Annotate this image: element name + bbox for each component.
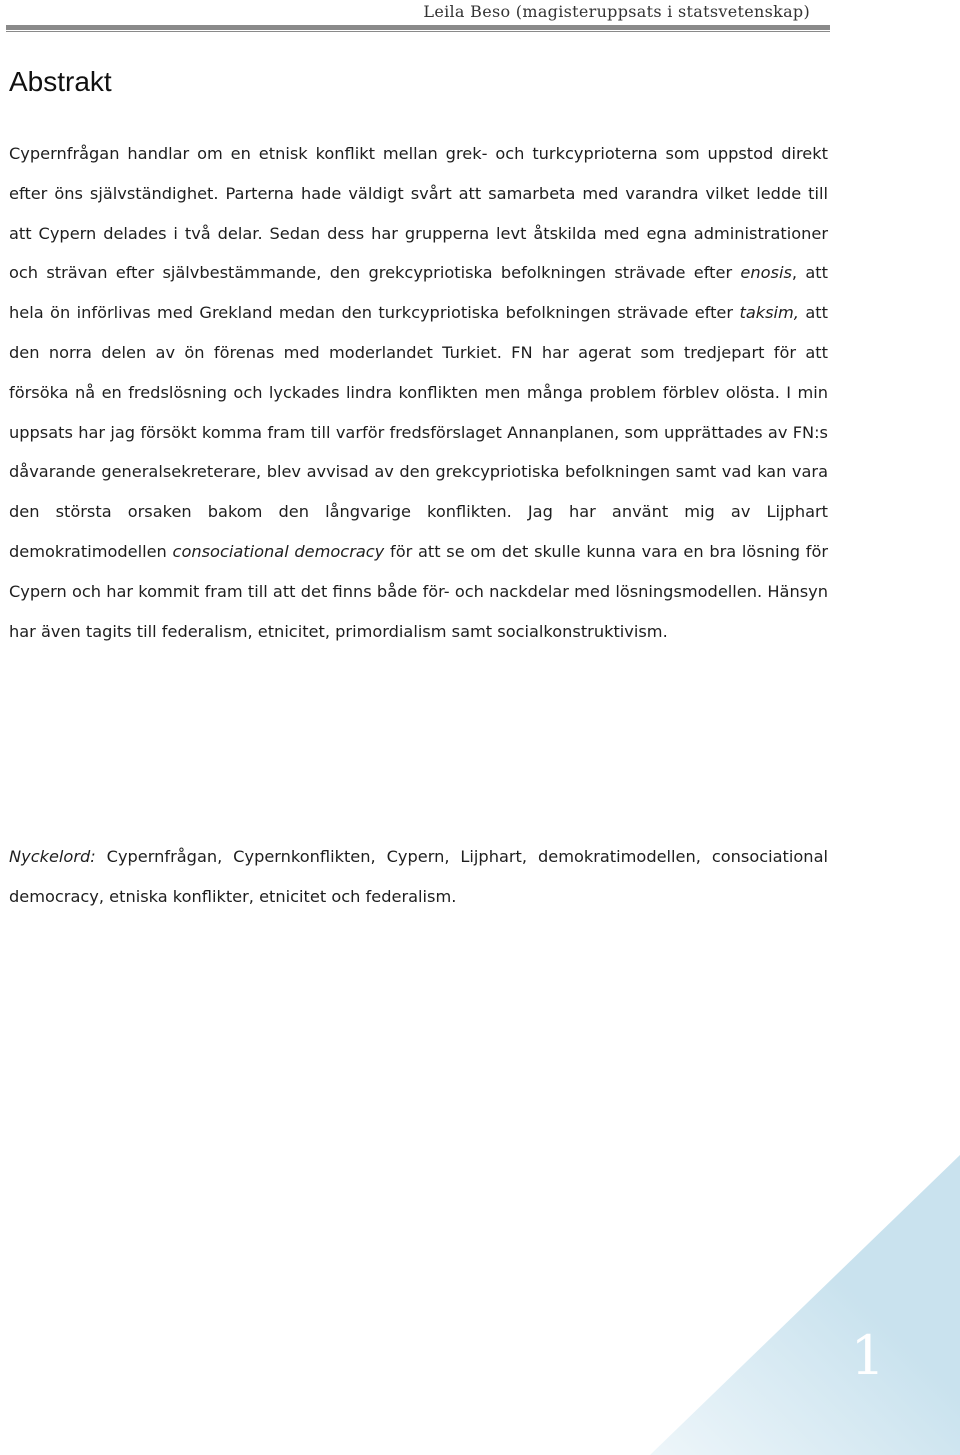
page-title: Abstrakt: [9, 66, 112, 97]
header-rule: [6, 25, 830, 30]
page-corner-decoration: [650, 1155, 960, 1455]
keywords-paragraph: [9, 837, 828, 917]
corner-triangle: [650, 1155, 960, 1455]
header-rule-thin: [6, 31, 830, 32]
running-header: Leila Beso (magisteruppsats i statsvetenskap): [423, 2, 810, 21]
abstract-text-4: för att se om det skulle kunna vara en bra lösning för Cypern och har kommit fram till att det finns både för- och nackdelar med lösningsmodellen. Hänsyn har även tagits till federalism, etnicitet, primordialism samt socialkonstruktivism.: [9, 541, 829, 641]
page-number: 1: [850, 1324, 885, 1387]
term-enosis: enosis: [740, 263, 792, 283]
abstract-paragraph: [9, 134, 828, 651]
keywords-label: Nyckelord:: [9, 847, 96, 866]
keywords-text: Cypernfrågan, Cypernkonflikten, Cypern, Lijphart, demokratimodellen, consociational democracy, etniska konflikter, etnicitet och federalism.: [9, 847, 828, 906]
term-taksim: taksim,: [739, 303, 799, 323]
abstract-text-1: Cypernfrågan handlar om en etnisk konflikt mellan grek- och turkcyprioterna som uppstod direkt efter öns självständighet. Parterna hade väldigt svårt att samarbeta med varandra vilket ledde till att Cypern delades i två delar. Sedan dess har grupperna levt åtskilda med egna administrationer och strävan efter självbestämmande, den grekcypriotiska befolkningen strävade efter: [9, 144, 828, 283]
abstract-text-2: , att hela ön införlivas med Grekland medan den turkcypriotiska befolkningen strävade efter: [9, 263, 828, 323]
abstract-text-3: att den norra delen av ön förenas med moderlandet Turkiet. FN har agerat som tredjepart för att försöka nå en fredslösning och lyckades lindra konflikten men många problem förblev olösta. I min uppsats har jag försökt komma fram till varför fredsförslaget Annanplanen, som upprättades av FN:s dåvarande generalsekreterare, blev avvisad av den grekcypriotiska befolkningen samt vad kan vara den största orsaken bakom den långvarige konflikten. Jag har använt mig av Lijphart demokratimodellen: [9, 303, 828, 561]
term-consociational-democracy: consociational democracy: [172, 541, 385, 561]
